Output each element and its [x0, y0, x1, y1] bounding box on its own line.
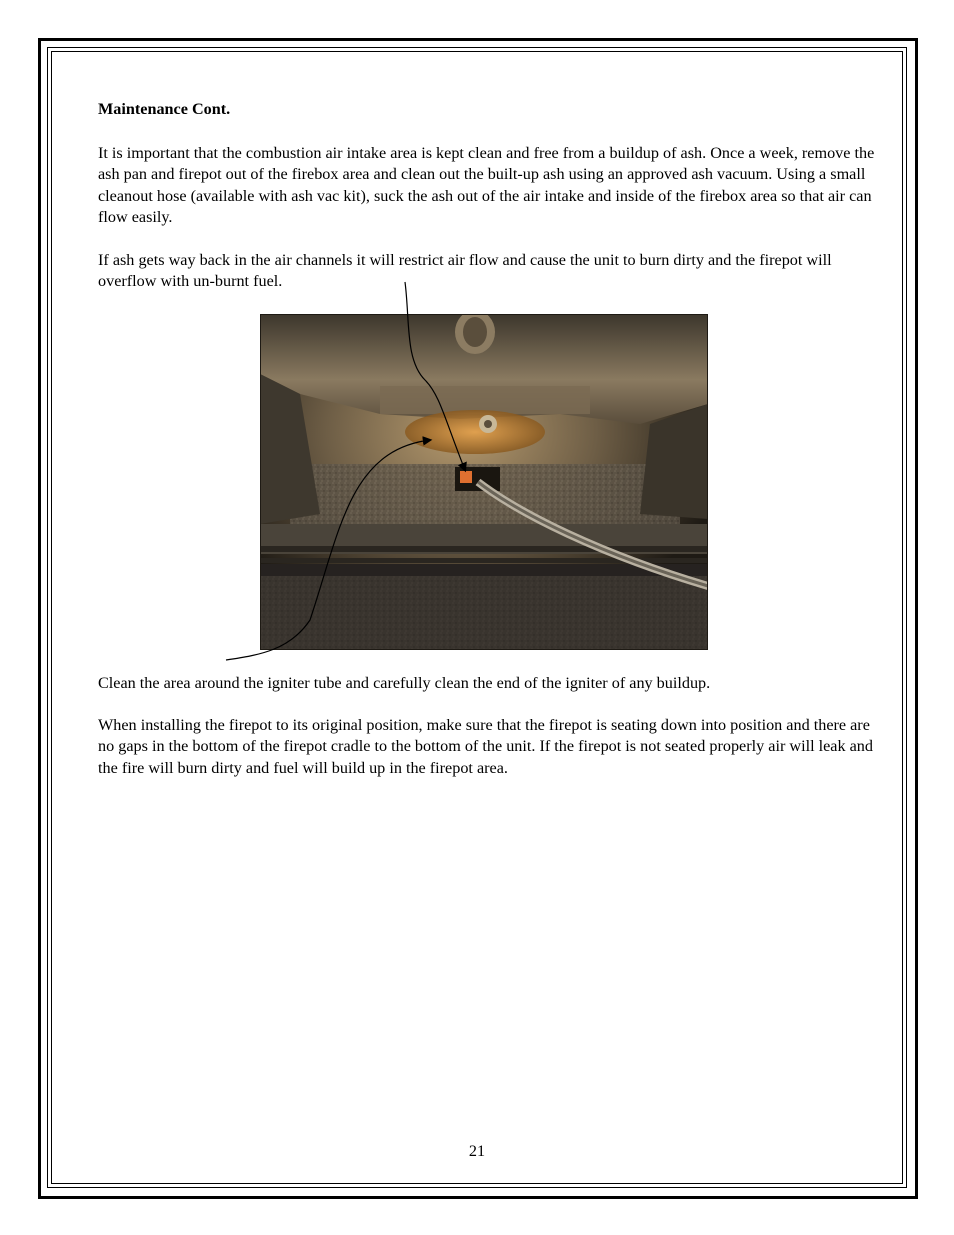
page-number: 21 [468, 1142, 486, 1160]
paragraph-air-channels: If ash gets way back in the air channels it will restrict air flow and cause the unit to burn dirty and the firepot will overflow with un-burnt fuel. [98, 251, 832, 291]
paragraph-firepot-install: When installing the firepot to its original position, make sure that the firepot is seating down into position and there are no gaps in the bottom of the firepot cradle to the bottom of the unit. If the firepot is not seated properly air will leak and the fire will burn dirty and fuel will build up in the firepot area. [98, 716, 873, 777]
paragraph-igniter: Clean the area around the igniter tube and carefully clean the end of the igniter of any buildup. [98, 674, 711, 692]
section-heading: Maintenance Cont. [98, 100, 231, 118]
paragraph-air-intake: It is important that the combustion air intake area is kept clean and free from a buildup of ash. Once a week, remove the ash pan and firepot out of the firebox area and clean out the built-up ash using an approved ash vacuum. Using a small cleanout hose (available with ash vac kit), suck the ash out of the air intake and inside of the firebox area so that air can flow easily. [98, 144, 875, 227]
firebox-photo [260, 314, 708, 650]
